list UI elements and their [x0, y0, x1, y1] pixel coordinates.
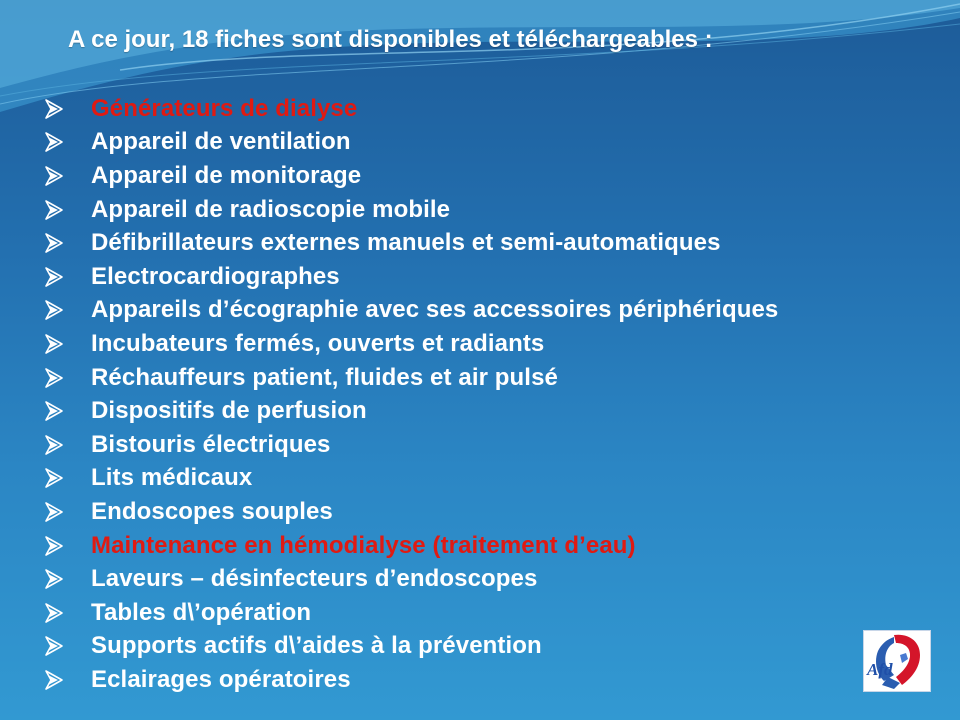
- afd-logo-icon: [864, 631, 930, 691]
- list-item: [44, 92, 924, 126]
- list-item-label: Eclairages opératoires: [91, 665, 351, 693]
- list-item: [44, 159, 924, 193]
- list-item-label: Incubateurs fermés, ouverts et radiants: [91, 329, 545, 357]
- arrowhead-bullet-icon: [44, 467, 91, 489]
- list-item: [44, 630, 924, 664]
- arrowhead-bullet-icon: [44, 400, 91, 422]
- arrowhead-bullet-icon: [44, 199, 91, 221]
- list-item: [44, 193, 924, 227]
- device-sheet-list: [44, 92, 924, 697]
- list-item: [44, 663, 924, 697]
- list-item: [44, 226, 924, 260]
- arrowhead-bullet-icon: [44, 131, 91, 153]
- arrowhead-bullet-icon: [44, 535, 91, 557]
- list-item-label: Lits médicaux: [91, 464, 253, 492]
- arrowhead-bullet-icon: [44, 232, 91, 254]
- arrowhead-bullet-icon: [44, 568, 91, 590]
- afd-logo-text: Afd: [867, 660, 893, 679]
- list-item: [44, 294, 924, 328]
- arrowhead-bullet-icon: [44, 333, 91, 355]
- list-item: [44, 529, 924, 563]
- list-item: [44, 126, 924, 160]
- list-item-label: Laveurs – désinfecteurs d’endoscopes: [91, 565, 538, 593]
- list-item: [44, 327, 924, 361]
- list-item: [44, 394, 924, 428]
- list-item: [44, 596, 924, 630]
- arrowhead-bullet-icon: [44, 434, 91, 456]
- arrowhead-bullet-icon: [44, 266, 91, 288]
- list-item-label: Tables d\’opération: [91, 598, 312, 626]
- list-item-label: Appareil de monitorage: [91, 161, 362, 189]
- list-item-label: Appareils d’écographie avec ses accessoires périphériques: [91, 296, 779, 324]
- list-item-label: Défibrillateurs externes manuels et semi-automatiques: [91, 229, 721, 257]
- list-item-label: Réchauffeurs patient, fluides et air pulsé: [91, 363, 558, 391]
- list-item: [44, 495, 924, 529]
- arrowhead-bullet-icon: [44, 501, 91, 523]
- list-item-label: Endoscopes souples: [91, 497, 333, 525]
- list-item: [44, 462, 924, 496]
- arrowhead-bullet-icon: [44, 669, 91, 691]
- arrowhead-bullet-icon: [44, 367, 91, 389]
- list-item: [44, 428, 924, 462]
- arrowhead-bullet-icon: [44, 299, 91, 321]
- arrowhead-bullet-icon: [44, 635, 91, 657]
- list-item-label: Dispositifs de perfusion: [91, 397, 367, 425]
- afd-logo: [863, 630, 931, 692]
- arrowhead-bullet-icon: [44, 165, 91, 187]
- list-item-label: Electrocardiographes: [91, 262, 340, 290]
- list-item: [44, 361, 924, 395]
- list-item-label: Bistouris électriques: [91, 430, 331, 458]
- list-item-label: Appareil de radioscopie mobile: [91, 195, 451, 223]
- slide-title: A ce jour, 18 fiches sont disponibles et téléchargeables :: [68, 26, 713, 53]
- arrowhead-bullet-icon: [44, 602, 91, 624]
- list-item-label: Appareil de ventilation: [91, 128, 351, 156]
- list-item-label: Générateurs de dialyse: [91, 94, 358, 122]
- arrowhead-bullet-icon: [44, 98, 91, 120]
- list-item: [44, 562, 924, 596]
- list-item-label: Supports actifs d\’aides à la prévention: [91, 632, 542, 660]
- list-item: [44, 260, 924, 294]
- list-item-label: Maintenance en hémodialyse (traitement d’eau): [91, 531, 636, 559]
